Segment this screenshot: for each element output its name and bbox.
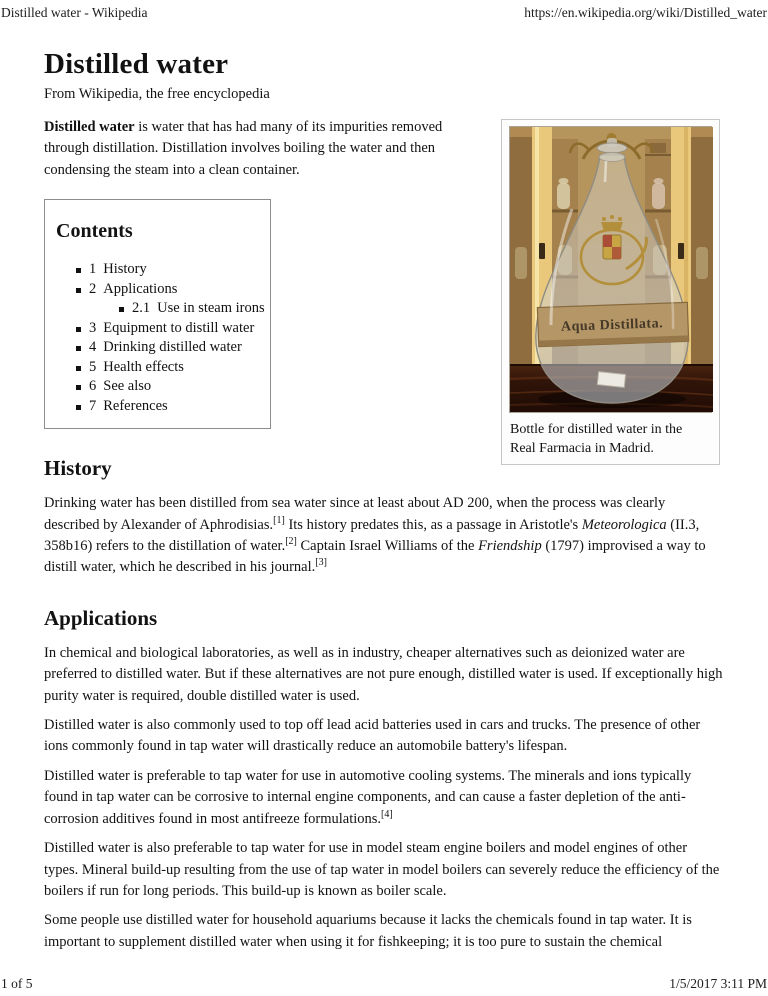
print-footer	[1, 976, 767, 992]
toc-item-equipment-to-distill-water: 3 Equipment to distill water	[45, 319, 270, 339]
toc-item-see-also: 6 See also	[45, 377, 270, 397]
toc-list	[45, 260, 270, 416]
bottle-photo-illustration	[510, 127, 713, 412]
article-subtitle: From Wikipedia, the free encyclopedia	[44, 86, 270, 102]
square-bullet-icon	[76, 346, 81, 351]
toc-heading: Contents	[56, 220, 133, 243]
toc-item-references: 7 References	[45, 397, 270, 417]
print-footer-timestamp: 1/5/2017 3:11 PM	[669, 976, 767, 991]
toc-box	[44, 199, 271, 429]
toc-item-applications: 2 Applications	[45, 280, 270, 300]
toc-item-history: 1 History	[45, 260, 270, 280]
bottle-label: Aqua Distillata.	[560, 316, 664, 335]
bottle-photo	[509, 126, 712, 413]
square-bullet-icon	[119, 307, 124, 312]
page-title: Distilled water	[44, 48, 229, 80]
square-bullet-icon	[76, 385, 81, 390]
print-footer-page-number: 1 of 5	[1, 976, 33, 991]
applications-paragraph-4: Distilled water is also preferable to tap water for use in model steam engine boilers and model engines of other types. Mineral build-up resulting from the use of tap water in model boilers can severely reduce the efficiency of the boilers if run for long periods. This build-up is known as boiler scale.	[44, 840, 720, 899]
square-bullet-icon	[76, 288, 81, 293]
print-header	[1, 5, 767, 21]
applications-paragraph-1: In chemical and biological laboratories, as well as in industry, cheaper alternatives such as deionized water are preferred to distilled water. But if these alternatives are not pure enough, distilled water is used. If exceptionally high purity water is required, double distilled water is used.	[44, 644, 723, 704]
history-paragraph: Drinking water has been distilled from sea water since at least about AD 200, when the process was clearly described by Alexander of Aphrodisias.[1] Its history predates this, as a passage in Aristotle's Meteorologica (II.3, 358b16) refers to the distillation of water.[2] Captain Israel Williams of the Friendship (1797) improvised a way to distill water, which he described in his journal.[3]	[44, 495, 706, 576]
print-header-url: https://en.wikipedia.org/wiki/Distilled_water	[524, 5, 767, 20]
section-heading-applications: Applications	[44, 605, 158, 630]
lead-paragraph: Distilled water is water that has had many of its impurities removed through distillation. Distillation involves boiling the water and then condensing the steam into a clean container.	[44, 119, 443, 178]
toc-item-use-in-steam-irons: 2.1 Use in steam irons	[45, 299, 270, 319]
square-bullet-icon	[76, 366, 81, 371]
toc-item-health-effects: 5 Health effects	[45, 358, 270, 378]
square-bullet-icon	[76, 268, 81, 273]
applications-paragraph-3: Distilled water is preferable to tap water for use in automotive cooling systems. The minerals and ions typically found in tap water can be corrosive to internal engine components, and can cause a faster depletion of the anti-corrosion additives found in most antifreeze formulations.[4]	[44, 767, 692, 827]
figure-caption: Bottle for distilled water in the Real Farmacia in Madrid.	[510, 422, 683, 456]
applications-paragraph-2: Distilled water is also commonly used to top off lead acid batteries used in cars and trucks. The presence of other ions commonly found in tap water will drastically reduce an automobile battery's lifespan.	[44, 717, 701, 755]
article-content	[44, 0, 724, 953]
square-bullet-icon	[76, 405, 81, 410]
toc-item-drinking-distilled-water: 4 Drinking distilled water	[45, 338, 270, 358]
section-heading-history: History	[44, 456, 112, 481]
figure-bottle	[501, 119, 720, 465]
print-header-title: Distilled water - Wikipedia	[1, 5, 148, 20]
applications-paragraph-5: Some people use distilled water for household aquariums because it lacks the chemicals found in tap water. It is important to supplement distilled water when using it for fishkeeping; it is too pure to sustain the chemical	[44, 912, 692, 950]
square-bullet-icon	[76, 327, 81, 332]
